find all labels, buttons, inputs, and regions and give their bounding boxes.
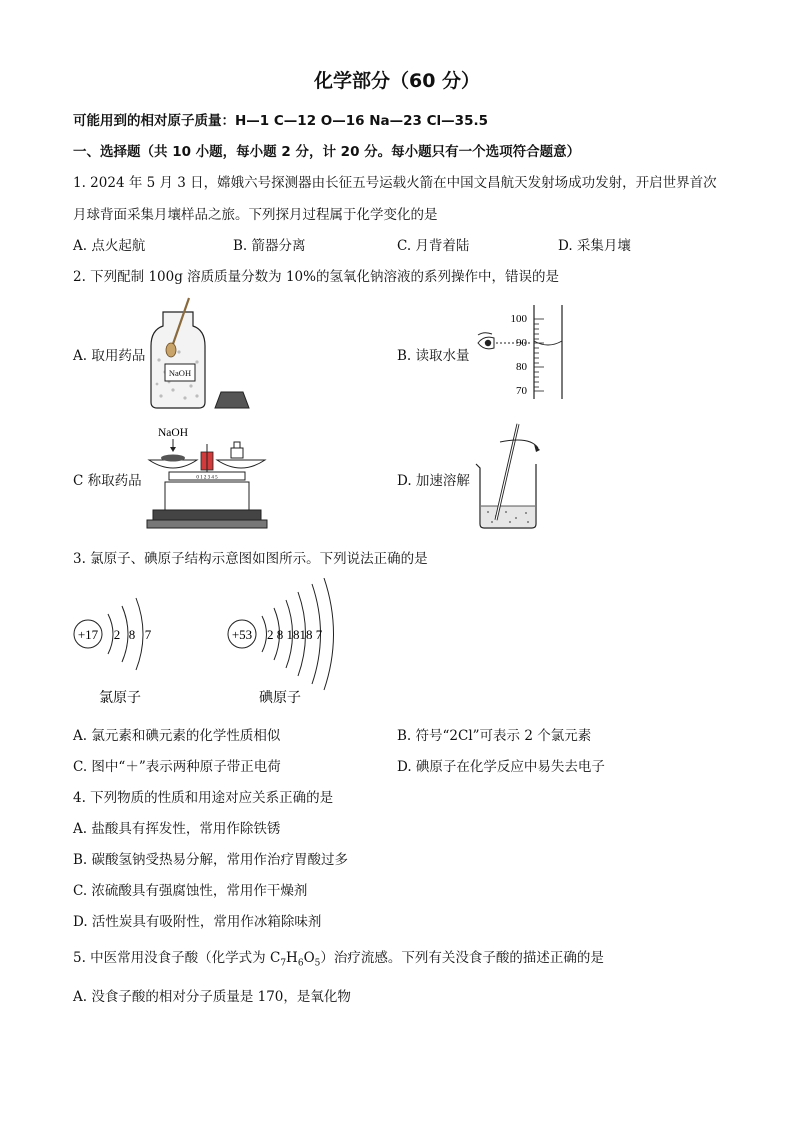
- section-heading: 一、选择题（共 10 小题，每小题 2 分，计 20 分。每小题只有一个选项符合题意）: [73, 144, 581, 160]
- atom-structure-figure: [70, 578, 370, 710]
- q4-stem: 4. 下列物质的性质和用途对应关系正确的是: [73, 790, 334, 806]
- eye-icon: [478, 333, 494, 349]
- q4-option-c: C. 浓硫酸具有强腐蚀性，常用作干燥剂: [73, 883, 308, 899]
- iodine-nucleus: +53: [231, 627, 253, 642]
- graduated-cylinder-figure: [470, 305, 570, 403]
- iodine-caption: 碘原子: [259, 689, 301, 705]
- q1-option-d: D. 采集月壤: [558, 238, 631, 254]
- q1-option-a: A. 点火起航: [73, 238, 146, 254]
- q1-stem-line2: 月球背面采集月壤样品之旅。下列探月过程属于化学变化的是: [73, 207, 438, 223]
- balance-figure: [145, 422, 270, 530]
- q5-stem-post: ）治疗流感。下列有关没食子酸的描述正确的是: [320, 950, 604, 966]
- reagent-bottle-figure: [145, 290, 255, 412]
- q4-option-b: B. 碳酸氢钠受热易分解，常用作治疗胃酸过多: [73, 852, 349, 868]
- chlorine-shell-1: 2: [113, 627, 121, 642]
- page-title: 化学部分（60 分）: [313, 70, 481, 92]
- gallic-acid-formula: $C_7H_6O_5$: [269, 950, 321, 969]
- atomic-masses-line: 可能用到的相对原子质量：H—1 C—12 O—16 Na—23 Cl—35.5: [73, 113, 488, 129]
- chlorine-caption: 氯原子: [99, 689, 141, 705]
- chlorine-shell-2: 8: [128, 627, 136, 642]
- q2-stem: 2. 下列配制 100g 溶质质量分数为 10%的氢氧化钠溶液的系列操作中，错误的是: [73, 269, 559, 285]
- q3-option-b: B. 符号“2Cl”可表示 2 个氯元素: [397, 728, 592, 744]
- q3-option-c: C. 图中“＋”表示两种原子带正电荷: [73, 759, 281, 775]
- q2-option-d: D. 加速溶解: [397, 473, 470, 489]
- cylinder-tick-70: 70: [516, 385, 527, 397]
- chlorine-shell-3: 7: [144, 627, 152, 642]
- q2-option-c: C 称取药品: [73, 473, 142, 489]
- cylinder-tick-90: 90: [516, 337, 527, 349]
- q5-option-a: A. 没食子酸的相对分子质量是 170，是氧化物: [73, 989, 351, 1005]
- q2-option-a: A. 取用药品: [73, 348, 146, 364]
- iodine-atom-diagram: [228, 578, 334, 705]
- chlorine-atom-diagram: [74, 598, 152, 705]
- q3-option-a: A. 氯元素和碘元素的化学性质相似: [73, 728, 281, 744]
- q3-option-d: D. 碘原子在化学反应中易失去电子: [397, 759, 605, 775]
- q5-stem: [73, 946, 604, 969]
- q2-option-b: B. 读取水量: [397, 348, 470, 364]
- q4-option-a: A. 盐酸具有挥发性，常用作除铁锈: [73, 821, 281, 837]
- cylinder-tick-80: 80: [516, 361, 527, 373]
- balance-naoh-label: NaOH: [157, 427, 189, 439]
- chlorine-nucleus: +17: [77, 627, 99, 642]
- q1-stem-line1: 1. 2024 年 5 月 3 日，嫦娥六号探测器由长征五号运载火箭在中国文昌航天发射场成功发射，开启世界首次: [73, 175, 717, 191]
- q4-option-d: D. 活性炭具有吸附性，常用作冰箱除味剂: [73, 914, 322, 930]
- q1-option-c: C. 月背着陆: [397, 238, 470, 254]
- iodine-shells: 2 8 1818 7: [267, 627, 323, 642]
- svg-text:0 1 2 3 4 5: 0 1 2 3 4 5: [196, 475, 218, 481]
- q5-stem-pre: 5. 中医常用没食子酸（化学式为: [73, 950, 270, 966]
- q1-option-b: B. 箭器分离: [233, 238, 306, 254]
- q3-stem: 3. 氯原子、碘原子结构示意图如图所示。下列说法正确的是: [73, 551, 428, 567]
- naoh-bottle-label: NaOH: [168, 368, 192, 378]
- beaker-stirring-figure: [470, 418, 550, 530]
- cylinder-tick-100: 100: [510, 313, 527, 325]
